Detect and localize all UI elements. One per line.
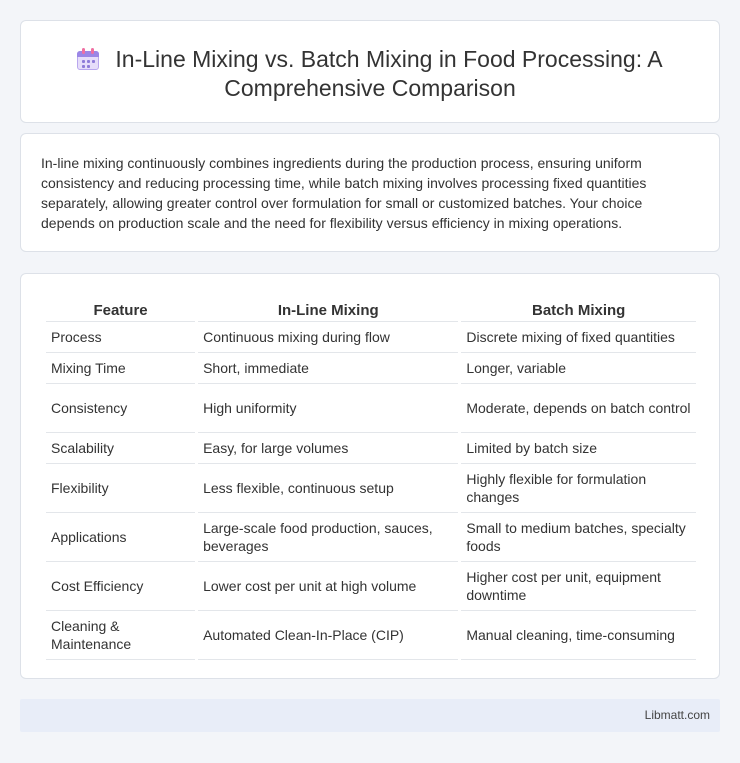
cell-batch: Manual cleaning, time-consuming xyxy=(461,611,696,660)
summary-text: In-line mixing continuously combines ingredients during the production process, ensuring uniform consistency and reducing processing time, while batch mixing involves processing fixed quantities separately, allowing greater control over formulation for small or customized batches. Your choice depends on production scale and the need for flexibility versus efficiency in mixing operations. xyxy=(41,155,647,231)
cell-batch: Higher cost per unit, equipment downtime xyxy=(461,562,696,611)
cell-in-line: Less flexible, continuous setup xyxy=(198,464,458,513)
table-row xyxy=(46,611,696,660)
cell-batch: Limited by batch size xyxy=(461,433,696,464)
comparison-table xyxy=(43,296,699,660)
cell-batch: Moderate, depends on batch control xyxy=(461,384,696,433)
calendar-icon xyxy=(77,48,99,70)
cell-in-line: Automated Clean-In-Place (CIP) xyxy=(198,611,458,660)
cell-feature: Flexibility xyxy=(46,464,195,513)
header-batch-mixing: Batch Mixing xyxy=(461,296,696,322)
cell-feature: Cost Efficiency xyxy=(46,562,195,611)
footer-bar xyxy=(20,699,720,732)
table-row xyxy=(46,353,696,384)
cell-batch: Small to medium batches, specialty foods xyxy=(461,513,696,562)
cell-feature: Mixing Time xyxy=(46,353,195,384)
table-row xyxy=(46,464,696,513)
table-row xyxy=(46,513,696,562)
cell-batch: Highly flexible for formulation changes xyxy=(461,464,696,513)
title-card xyxy=(20,20,720,123)
comparison-table-card xyxy=(20,273,720,679)
cell-feature: Scalability xyxy=(46,433,195,464)
cell-feature: Applications xyxy=(46,513,195,562)
cell-in-line: Easy, for large volumes xyxy=(198,433,458,464)
cell-in-line: Lower cost per unit at high volume xyxy=(198,562,458,611)
cell-in-line: Large-scale food production, sauces, beverages xyxy=(198,513,458,562)
cell-feature: Cleaning & Maintenance xyxy=(46,611,195,660)
header-in-line-mixing: In-Line Mixing xyxy=(198,296,458,322)
table-row xyxy=(46,322,696,353)
summary-card xyxy=(20,133,720,252)
page-title-row xyxy=(21,45,719,103)
cell-batch: Longer, variable xyxy=(461,353,696,384)
table-row xyxy=(46,384,696,433)
table-row xyxy=(46,433,696,464)
table-row xyxy=(46,562,696,611)
page-title: In-Line Mixing vs. Batch Mixing in Food Processing: A Comprehensive Comparison xyxy=(115,46,663,101)
cell-in-line: High uniformity xyxy=(198,384,458,433)
cell-feature: Process xyxy=(46,322,195,353)
cell-in-line: Short, immediate xyxy=(198,353,458,384)
cell-batch: Discrete mixing of fixed quantities xyxy=(461,322,696,353)
footer-brand[interactable]: Libmatt.com xyxy=(644,708,710,722)
table-header-row xyxy=(46,296,696,322)
header-feature: Feature xyxy=(46,296,195,322)
cell-feature: Consistency xyxy=(46,384,195,433)
cell-in-line: Continuous mixing during flow xyxy=(198,322,458,353)
